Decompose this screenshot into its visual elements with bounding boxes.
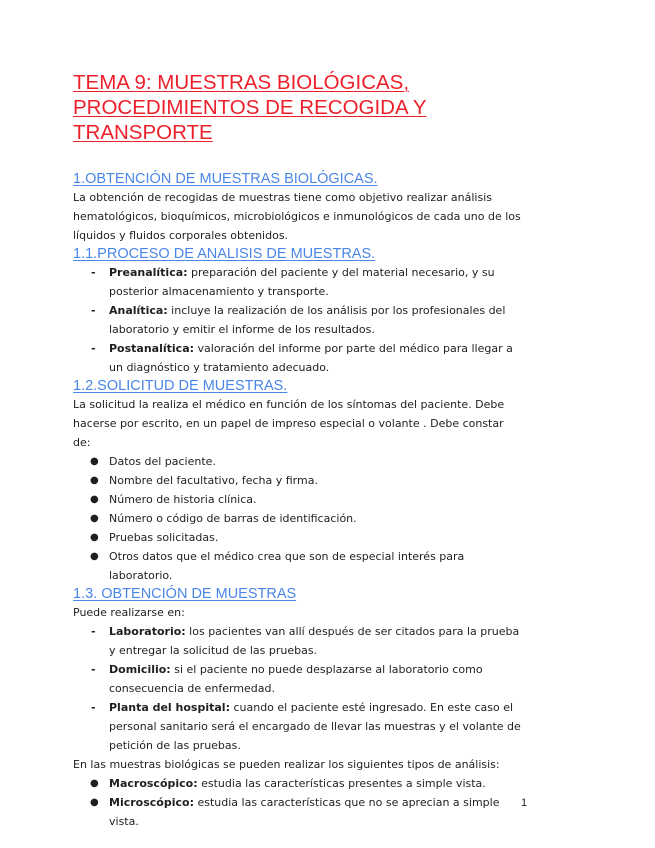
list-item — [73, 301, 523, 339]
section-heading-1-3: 1.3. OBTENCIÓN DE MUESTRAS — [73, 586, 297, 602]
list-item — [73, 263, 523, 301]
list-item — [73, 528, 523, 547]
collection-places-list — [73, 622, 655, 755]
dash-marker: - — [91, 625, 96, 638]
dash-marker: - — [91, 663, 96, 676]
section-heading-1: 1.OBTENCIÓN DE MUESTRAS BIOLÓGICAS. — [73, 171, 378, 187]
item-text: si el paciente no puede desplazarse al laboratorio como consecuencia de enfermedad. — [109, 663, 483, 695]
bullet-marker: ● — [90, 551, 99, 562]
item-term: Postanalítica: — [109, 342, 195, 355]
bullet-marker: ● — [90, 494, 99, 505]
section-heading-1-1: 1.1.PROCESO DE ANALISIS DE MUESTRAS. — [73, 246, 376, 262]
item-text: estudia las características presentes a simple vista. — [197, 777, 486, 790]
dash-marker: - — [91, 701, 96, 714]
item-term: Preanalítica: — [109, 266, 188, 279]
list-item — [73, 471, 523, 490]
item-term: Planta del hospital: — [109, 701, 230, 714]
analysis-types-list — [73, 774, 655, 831]
item-text: Otros datos que el médico crea que son de especial interés para laboratorio. — [109, 550, 465, 582]
item-text: estudia las características que no se aprecian a simple vista. — [109, 796, 500, 828]
dash-marker: - — [91, 342, 96, 355]
list-item — [73, 452, 523, 471]
list-item — [73, 490, 523, 509]
list-item — [73, 774, 523, 793]
section-1-3-intro: Puede realizarse en: — [73, 606, 185, 619]
section-1-2-paragraph: La solicitud la realiza el médico en función de los síntomas del paciente. Debe hacerse por escrito, en un papel de impreso especial o volante . Debe constar de: — [73, 398, 505, 449]
item-term: Macroscópico: — [109, 777, 198, 790]
item-term: Domicilio: — [109, 663, 171, 676]
list-item — [73, 660, 523, 698]
bullet-marker: ● — [90, 778, 99, 789]
section-1-3-outro: En las muestras biológicas se pueden realizar los siguientes tipos de análisis: — [73, 758, 500, 771]
list-item — [73, 622, 523, 660]
item-term: Laboratorio: — [109, 625, 186, 638]
list-item — [73, 509, 523, 528]
request-contents-list — [73, 452, 655, 585]
bullet-marker: ● — [90, 513, 99, 524]
item-term: Microscópico: — [109, 796, 194, 809]
item-text: incluye la realización de los análisis por los profesionales del laboratorio y emitir el informe de los resultados. — [109, 304, 506, 336]
item-term: Analítica: — [109, 304, 168, 317]
bullet-marker: ● — [90, 475, 99, 486]
list-item — [73, 698, 523, 755]
page-number: 1 — [521, 797, 528, 809]
page-title: TEMA 9: MUESTRAS BIOLÓGICAS, PROCEDIMIENTOS DE RECOGIDA Y TRANSPORTE — [73, 71, 427, 144]
dash-marker: - — [91, 266, 96, 279]
section-heading-1-2: 1.2.SOLICITUD DE MUESTRAS. — [73, 378, 288, 394]
bullet-marker: ● — [90, 456, 99, 467]
bullet-marker: ● — [90, 532, 99, 543]
item-text: Número o código de barras de identificación. — [109, 512, 357, 525]
item-text: los pacientes van allí después de ser citados para la prueba y entregar la solicitud de las pruebas. — [109, 625, 520, 657]
item-text: valoración del informe por parte del médico para llegar a un diagnóstico y tratamiento adecuado. — [109, 342, 513, 374]
item-text: cuando el paciente esté ingresado. En este caso el personal sanitario será el encargado de llevar las muestras y el volante de petición de las pruebas. — [109, 701, 521, 752]
item-text: Nombre del facultativo, fecha y firma. — [109, 474, 318, 487]
item-text: Número de historia clínica. — [109, 493, 257, 506]
list-item — [73, 339, 523, 377]
item-text: preparación del paciente y del material necesario, y su posterior almacenamiento y transporte. — [109, 266, 495, 298]
bullet-marker: ● — [90, 797, 99, 808]
item-text: Pruebas solicitadas. — [109, 531, 219, 544]
list-item — [73, 547, 523, 585]
dash-marker: - — [91, 304, 96, 317]
item-text: Datos del paciente. — [109, 455, 216, 468]
section-1-paragraph: La obtención de recogidas de muestras tiene como objetivo realizar análisis hematológicos, bioquímicos, microbiológicos e inmunológicos de cada uno de los líquidos y fluidos corporales obtenidos. — [73, 191, 521, 242]
list-item — [73, 793, 523, 831]
analysis-phases-list — [73, 263, 655, 377]
